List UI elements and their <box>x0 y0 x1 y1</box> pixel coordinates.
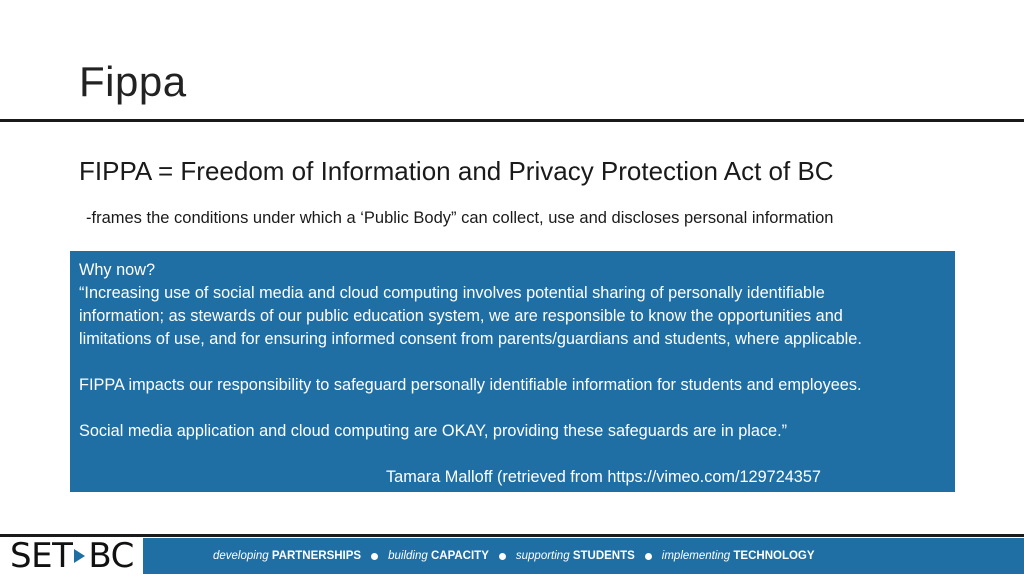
slide-subtitle: FIPPA = Freedom of Information and Privacy Protection Act of BC <box>79 156 834 186</box>
footer-tagline-bar <box>143 538 1024 574</box>
tagline-segment <box>662 550 815 562</box>
paragraph-gap <box>79 443 947 466</box>
quote-line: “Increasing use of social media and cloud computing involves potential sharing of personally identifiable <box>79 284 825 302</box>
tagline-noun: PARTNERSHIPS <box>271 550 362 562</box>
tagline-segment <box>213 550 361 562</box>
slide-description: -frames the conditions under which a ‘Public Body” can collect, use and discloses personal information <box>86 209 834 227</box>
quote-heading: Why now? <box>79 261 156 279</box>
quote-line: limitations of use, and for ensuring informed consent from parents/guardians and students, where applicable. <box>79 330 862 348</box>
logo-text-set: SET <box>10 536 73 576</box>
footer-divider <box>0 534 1024 537</box>
tagline-verb: building <box>388 550 428 562</box>
bullet-dot-icon <box>499 553 506 560</box>
quote-attribution: Tamara Malloff (retrieved from https://vimeo.com/129724357 <box>386 468 821 486</box>
tagline-verb: supporting <box>515 550 570 562</box>
title-divider <box>0 119 1024 122</box>
quote-paragraph: Social media application and cloud computing are OKAY, providing these safeguards are in place.” <box>79 422 788 440</box>
tagline-segment <box>516 550 635 562</box>
quote-line: information; as stewards of our public education system, we are responsible to know the opportunities and <box>79 307 843 325</box>
bullet-dot-icon <box>645 553 652 560</box>
slide-title: Fippa <box>79 58 187 105</box>
tagline-verb: developing <box>213 550 269 562</box>
play-arrow-icon <box>74 549 85 563</box>
logo-text-bc: BC <box>88 536 134 576</box>
setbc-logo <box>10 538 134 574</box>
quote-box <box>70 251 955 492</box>
tagline-verb: implementing <box>661 550 731 562</box>
bullet-dot-icon <box>371 553 378 560</box>
tagline-noun: TECHNOLOGY <box>733 550 815 562</box>
paragraph-gap <box>79 397 947 420</box>
tagline-noun: CAPACITY <box>430 550 489 562</box>
tagline-segment <box>388 550 489 562</box>
paragraph-gap <box>79 351 947 374</box>
quote-paragraph: FIPPA impacts our responsibility to safeguard personally identifiable information for students and employees. <box>79 376 862 394</box>
tagline-noun: STUDENTS <box>572 550 635 562</box>
